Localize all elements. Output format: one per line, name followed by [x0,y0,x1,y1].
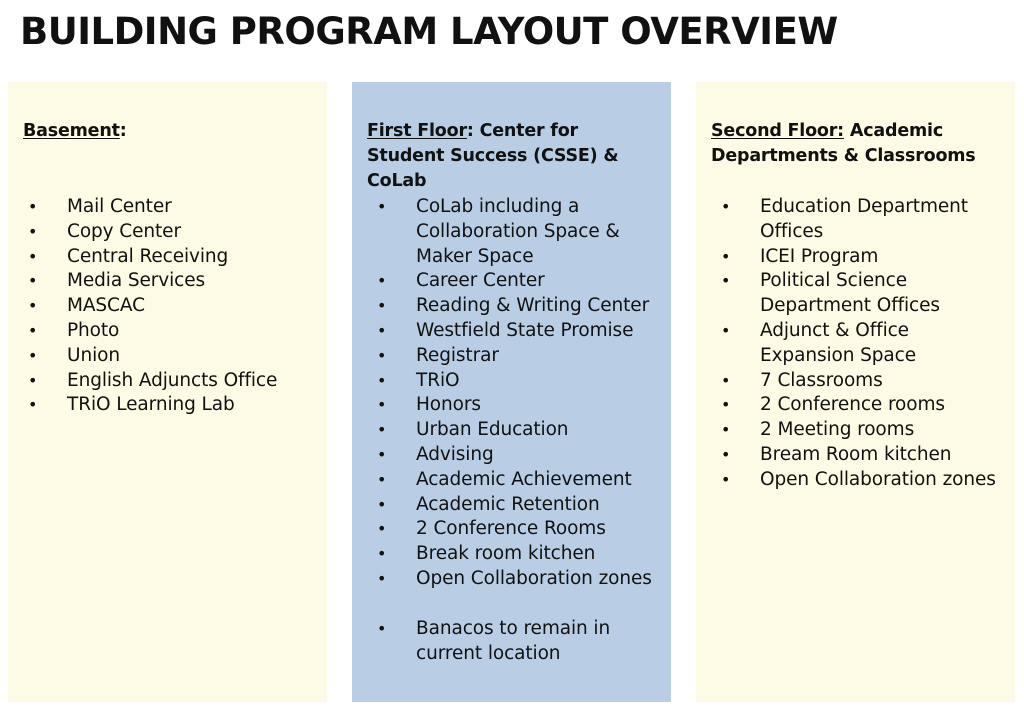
list-item [711,195,1009,245]
list-item-text: Union [67,344,120,366]
basement-heading-rest: : [119,121,127,141]
list-item-text: 2 Conference rooms [760,394,945,416]
list-item [367,418,665,443]
list-item [18,245,321,270]
list-item-text: Urban Education [416,419,569,441]
bullet-icon: • [377,320,387,340]
list-item-text: MASCAC [67,295,145,317]
list-item [367,468,665,493]
basement-panel [8,82,327,702]
bullet-icon: • [721,197,731,216]
list-item [367,369,665,394]
list-item-text: Westfield State Promise [416,319,634,341]
bullet-icon: • [28,197,38,216]
list-item [367,393,665,418]
list-item-text: Bream Room kitchen [760,443,952,465]
list-item-text: Honors [416,394,481,416]
bullet-icon: • [28,296,38,316]
bullet-icon: • [377,568,387,588]
list-item [711,443,1009,468]
second-floor-panel [696,82,1015,702]
list-item-text: Career Center [416,270,545,292]
list-item [18,369,321,394]
bullet-icon: • [377,197,387,216]
bullet-icon: • [377,271,387,291]
list-item [18,344,321,369]
list-item-text: Political Science Department Offices [760,270,940,317]
bullet-icon: • [721,444,731,464]
first-floor-panel [352,82,671,702]
list-item [367,493,665,518]
list-item [367,294,665,319]
list-item-text: Registrar [416,344,499,366]
list-item [18,393,321,418]
list-item [711,418,1009,443]
list-item [711,319,1009,369]
first-floor-list [367,195,665,666]
list-item [367,443,665,468]
second-floor-list [711,195,1009,493]
list-item [367,542,665,567]
bullet-icon: • [28,271,38,291]
bullet-icon: • [28,395,38,415]
list-item-text: Break room kitchen [416,543,596,565]
bullet-icon: • [377,345,387,365]
bullet-icon: • [721,469,731,489]
list-item [711,369,1009,394]
bullet-icon: • [721,246,731,266]
bullet-icon: • [377,296,387,316]
list-item [18,319,321,344]
bullet-icon: • [721,420,731,440]
list-item-text: 2 Conference Rooms [416,518,606,540]
list-item-text: Education Department Offices [760,196,968,242]
bullet-icon: • [377,370,387,390]
list-item [18,269,321,294]
bullet-icon: • [721,271,731,291]
list-item [711,269,1009,319]
list-item [367,517,665,542]
list-item-text: Open Collaboration zones [416,567,652,589]
list-item-text: ICEI Program [760,245,879,267]
bullet-icon: • [377,395,387,415]
bullet-icon: • [28,370,38,390]
list-item-text: Advising [416,443,494,465]
second-floor-heading-rest: Academic Departments & Classrooms [711,121,976,166]
list-item [711,393,1009,418]
bullet-icon: • [377,494,387,514]
basement-heading [23,119,317,144]
bullet-icon: • [377,444,387,464]
page-title: BUILDING PROGRAM LAYOUT OVERVIEW [20,10,838,53]
bullet-icon: • [28,320,38,340]
bullet-icon: • [28,221,38,241]
bullet-icon: • [377,618,387,638]
list-item [711,468,1009,493]
list-item-text: 2 Meeting rooms [760,419,915,441]
bullet-icon: • [28,246,38,266]
second-floor-heading [711,119,1005,169]
basement-heading-label: Basement [23,121,120,141]
list-item-text: Banacos to remain in current location [416,617,611,664]
list-item-text: Academic Achievement [416,468,632,490]
first-floor-heading-label: First Floor [367,121,467,141]
list-item-text: Central Receiving [67,245,229,267]
list-item-text: TRiO [416,369,460,391]
bullet-icon: • [377,519,387,539]
list-item-text: CoLab including a Collaboration Space & Maker Space [416,196,620,267]
list-item-text: Adjunct & Office Expansion Space [760,319,917,366]
first-floor-heading [367,119,661,194]
bullet-icon: • [721,395,731,415]
bullet-icon: • [377,420,387,440]
bullet-icon: • [377,544,387,564]
list-item-text: TRiO Learning Lab [67,394,235,416]
bullet-icon: • [28,345,38,365]
list-item-text: 7 Classrooms [760,369,883,391]
list-item [711,245,1009,270]
list-item-text: Photo [67,319,120,341]
list-item [18,294,321,319]
list-item-text: Open Collaboration zones [760,468,996,490]
list-item-text: Mail Center [67,196,172,217]
list-item [18,195,321,220]
list-item-text: Reading & Writing Center [416,295,650,317]
first-floor-heading-rest: : Center for Student Success (CSSE) & CoLab [367,121,619,191]
list-item [367,195,665,269]
second-floor-heading-label: Second Floor: [711,121,844,141]
list-item [367,617,665,667]
list-item-text: Copy Center [67,220,181,242]
list-item [367,269,665,294]
basement-list [18,195,321,418]
bullet-icon: • [377,469,387,489]
list-item-text: Academic Retention [416,493,600,515]
list-item [367,567,665,592]
list-item [367,344,665,369]
list-item-text: Media Services [67,270,206,292]
list-item [367,319,665,344]
list-item [18,220,321,245]
bullet-icon: • [721,370,731,390]
bullet-icon: • [721,320,731,340]
list-item-text: English Adjuncts Office [67,369,278,391]
